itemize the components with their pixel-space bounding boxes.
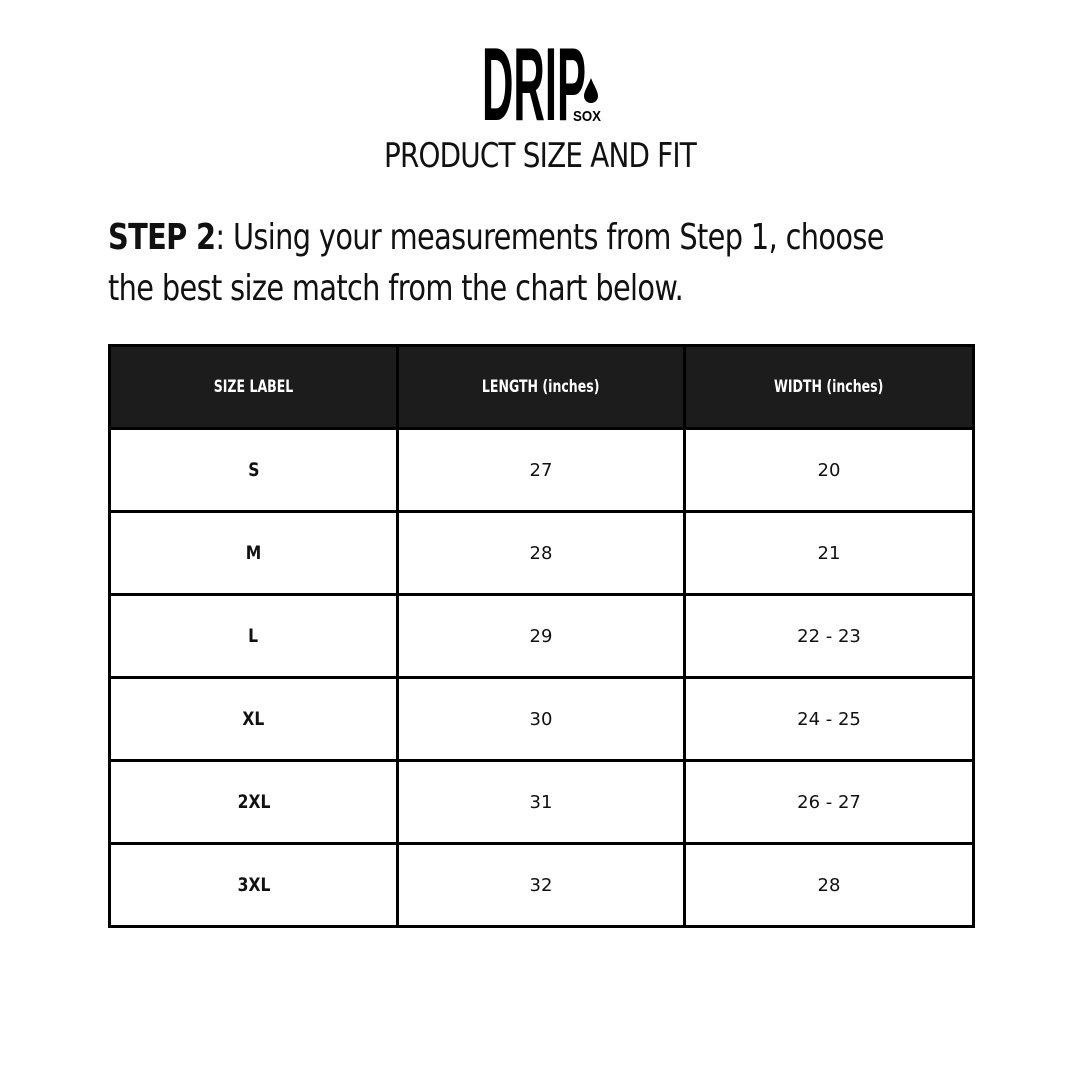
size-label-cell: M [110,512,398,595]
size-chart-table [108,344,975,928]
column-header-width: WIDTH (inches) [685,346,974,429]
page-subtitle: PRODUCT SIZE AND FIT [383,136,697,176]
table-row [110,761,974,844]
size-label-cell: 2XL [110,761,398,844]
logo-sub: SOX [573,108,601,125]
size-label-cell: L [110,595,398,678]
width-cell: 28 [685,844,974,927]
width-cell: 22 - 23 [685,595,974,678]
length-cell: 28 [398,512,685,595]
size-label-cell: S [110,429,398,512]
table-row [110,512,974,595]
table-row [110,844,974,927]
length-cell: 31 [398,761,685,844]
width-cell: 24 - 25 [685,678,974,761]
width-cell: 20 [685,429,974,512]
size-label-cell: 3XL [110,844,398,927]
length-cell: 29 [398,595,685,678]
length-cell: 27 [398,429,685,512]
length-cell: 30 [398,678,685,761]
table-row [110,595,974,678]
column-header-size: SIZE LABEL [110,346,398,429]
table-header-row [110,346,974,429]
width-cell: 21 [685,512,974,595]
length-cell: 32 [398,844,685,927]
step-text: : Using your measurements from Step 1, choose the best size match from the chart below. [108,217,884,309]
width-cell: 26 - 27 [685,761,974,844]
size-label-cell: XL [110,678,398,761]
drop-icon [584,78,598,103]
table-row [110,429,974,512]
step-instructions [108,212,908,314]
drip-sox-logo [480,36,604,126]
column-header-length: LENGTH (inches) [398,346,685,429]
step-label: STEP 2 [108,217,216,258]
table-row [110,678,974,761]
logo-wordmark: DRIP [482,36,586,126]
logo-mark [480,36,604,126]
